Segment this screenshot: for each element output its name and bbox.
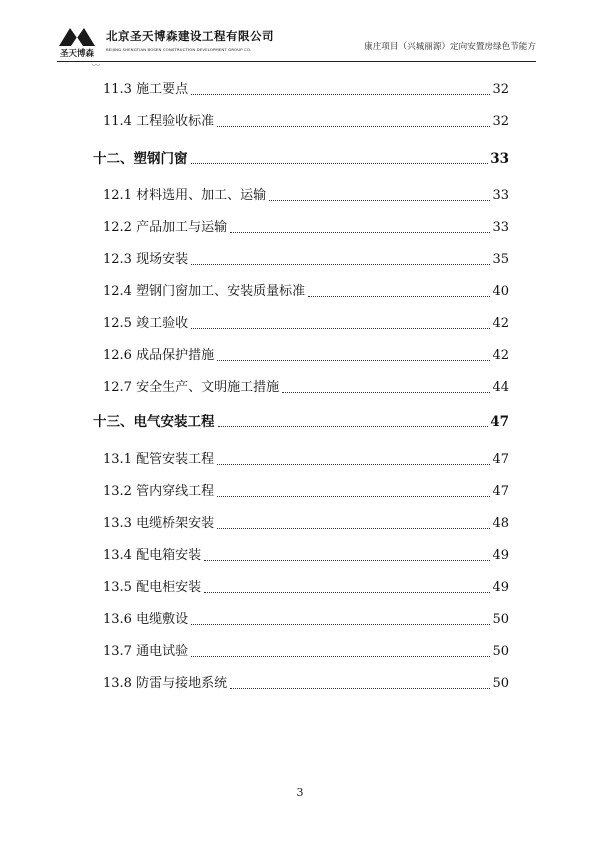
project-title: 康庄项目（兴城丽源）定向安置房绿色节能方 bbox=[364, 42, 536, 52]
toc-entry-page: 35 bbox=[492, 252, 509, 267]
toc-dot-leader bbox=[308, 296, 490, 297]
header-mark: 〰 bbox=[92, 61, 100, 70]
toc-dot-leader bbox=[204, 560, 490, 561]
toc-entry-page: 50 bbox=[492, 676, 509, 691]
toc-dot-leader bbox=[191, 624, 490, 625]
company-name-cn: 北京圣天博森建设工程有限公司 bbox=[106, 29, 274, 43]
toc-section-entry[interactable] bbox=[103, 673, 509, 693]
toc-entry-title: 13.6 电缆敷设 bbox=[103, 612, 189, 627]
header-rule bbox=[57, 61, 536, 62]
toc-dot-leader bbox=[217, 126, 490, 127]
toc-dot-leader bbox=[204, 592, 490, 593]
toc-entry-page: 42 bbox=[492, 348, 509, 363]
toc-entry-title: 13.3 电缆桥架安装 bbox=[103, 516, 215, 531]
toc-entry-page: 32 bbox=[492, 82, 509, 97]
toc-entry-page: 40 bbox=[492, 284, 509, 299]
toc-entry-title: 12.7 安全生产、文明施工措施 bbox=[103, 380, 280, 395]
toc-entry-page: 44 bbox=[492, 380, 509, 395]
toc-dot-leader bbox=[217, 528, 490, 529]
toc-dot-leader bbox=[191, 656, 490, 657]
toc-entry-page: 32 bbox=[492, 114, 509, 129]
toc-dot-leader bbox=[217, 360, 490, 361]
toc-dot-leader bbox=[191, 163, 489, 164]
toc-entry-title: 13.2 管内穿线工程 bbox=[103, 484, 215, 499]
toc-dot-leader bbox=[191, 94, 490, 95]
toc-entry-title: 12.6 成品保护措施 bbox=[103, 348, 215, 363]
toc-entry-title: 12.1 材料选用、加工、运输 bbox=[103, 188, 267, 203]
toc-entry-page: 47 bbox=[492, 452, 509, 467]
toc-entry-title: 十三、电气安装工程 bbox=[93, 414, 215, 430]
company-name-en: BEIJING SHENGTIAN BOSEN CONSTRUCTION DEVELOPMENT GROUP CO. bbox=[106, 47, 252, 52]
toc-section-entry[interactable] bbox=[103, 249, 509, 269]
toc-entry-page: 49 bbox=[492, 580, 509, 595]
toc-section-entry[interactable] bbox=[103, 185, 509, 205]
toc-entry-page: 50 bbox=[492, 644, 509, 659]
toc-entry-title: 13.4 配电箱安装 bbox=[103, 548, 202, 563]
toc-entry-title: 13.8 防雷与接地系统 bbox=[103, 676, 228, 691]
toc-section-entry[interactable] bbox=[103, 641, 509, 661]
toc-section-entry[interactable] bbox=[103, 609, 509, 629]
page-header bbox=[57, 24, 536, 58]
toc-section-entry[interactable] bbox=[103, 79, 509, 99]
page-number: 3 bbox=[296, 786, 304, 799]
toc-section-entry[interactable] bbox=[103, 313, 509, 333]
toc-entry-title: 12.2 产品加工与运输 bbox=[103, 220, 228, 235]
toc-section-entry[interactable] bbox=[103, 281, 509, 301]
toc-entry-page: 33 bbox=[492, 220, 509, 235]
company-name-block bbox=[106, 28, 274, 52]
toc-section-entry[interactable] bbox=[103, 481, 509, 501]
toc-dot-leader bbox=[230, 688, 490, 689]
toc-dot-leader bbox=[217, 464, 490, 465]
company-logo bbox=[57, 24, 97, 58]
toc-entry-page: 50 bbox=[492, 612, 509, 627]
toc-section-entry[interactable] bbox=[103, 377, 509, 397]
toc-section-entry[interactable] bbox=[103, 449, 509, 469]
toc-entry-title: 十二、塑钢门窗 bbox=[93, 151, 188, 167]
toc-entry-title: 13.7 通电试验 bbox=[103, 644, 189, 659]
toc-entry-page: 47 bbox=[490, 414, 509, 430]
toc-section-entry[interactable] bbox=[103, 577, 509, 597]
toc-entry-page: 48 bbox=[492, 516, 509, 531]
toc-dot-leader bbox=[269, 200, 490, 201]
toc-section-entry[interactable] bbox=[103, 545, 509, 565]
toc-entry-page: 33 bbox=[490, 151, 509, 167]
toc-dot-leader bbox=[230, 232, 490, 233]
toc-entry-title: 12.3 现场安装 bbox=[103, 252, 189, 267]
toc-section-entry[interactable] bbox=[103, 513, 509, 533]
toc-entry-title: 13.5 配电柜安装 bbox=[103, 580, 202, 595]
toc-entry-page: 47 bbox=[492, 484, 509, 499]
logo-text: 圣天博森 bbox=[59, 49, 95, 58]
toc-dot-leader bbox=[217, 496, 490, 497]
toc-entry-title: 11.3 施工要点 bbox=[103, 82, 189, 97]
toc-section-entry[interactable] bbox=[103, 217, 509, 237]
toc-entry-title: 11.4 工程验收标准 bbox=[103, 114, 215, 129]
toc-entry-title: 13.1 配管安装工程 bbox=[103, 452, 215, 467]
toc-dot-leader bbox=[191, 264, 490, 265]
toc-chapter-entry[interactable] bbox=[93, 411, 509, 431]
toc-dot-leader bbox=[218, 426, 489, 427]
toc-dot-leader bbox=[282, 392, 490, 393]
toc-chapter-entry[interactable] bbox=[93, 148, 509, 168]
toc-section-entry[interactable] bbox=[103, 345, 509, 365]
toc-entry-page: 33 bbox=[492, 188, 509, 203]
toc-entry-title: 12.4 塑钢门窗加工、安装质量标准 bbox=[103, 284, 306, 299]
toc-dot-leader bbox=[191, 328, 490, 329]
toc-entry-title: 12.5 竣工验收 bbox=[103, 316, 189, 331]
toc-section-entry[interactable] bbox=[103, 111, 509, 131]
toc-entry-page: 42 bbox=[492, 316, 509, 331]
toc-entry-page: 49 bbox=[492, 548, 509, 563]
